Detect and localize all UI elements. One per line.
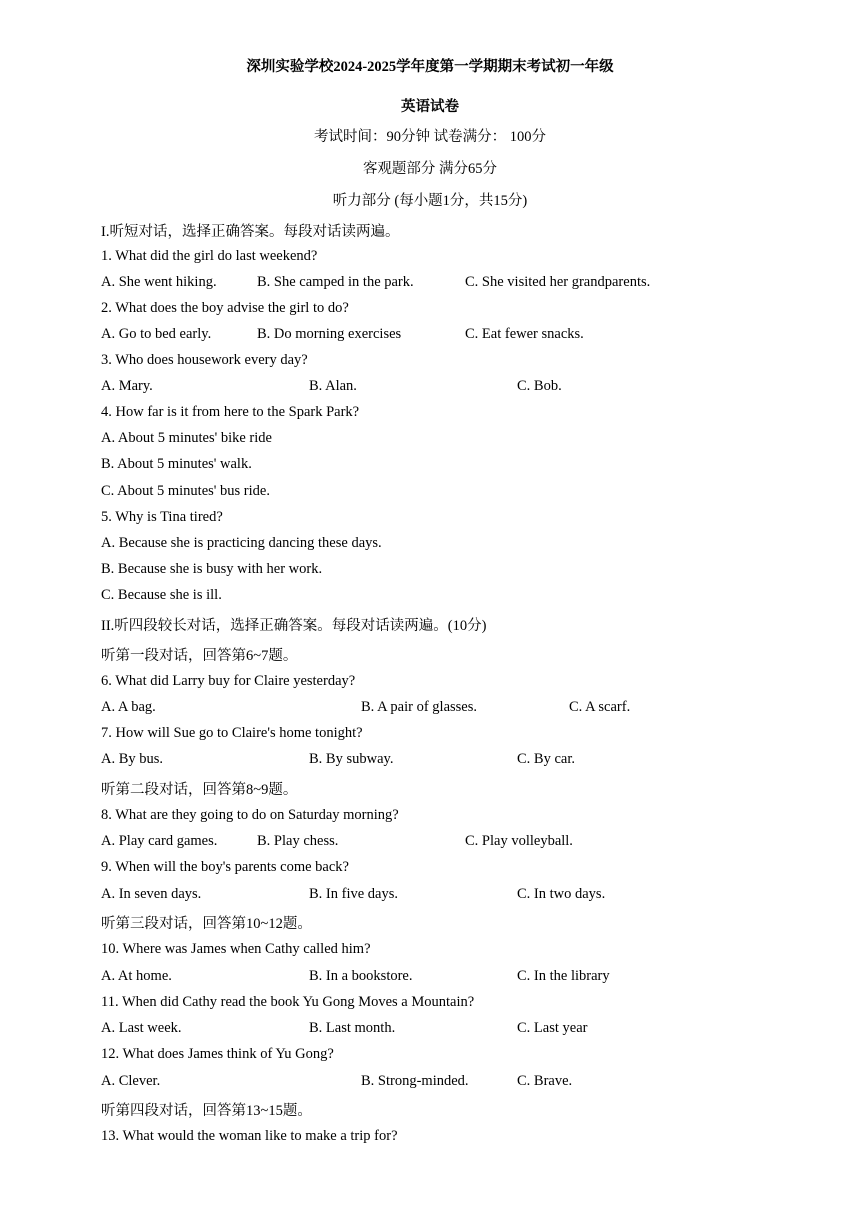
exam-info: 考试时间：90分钟 试卷满分： 100分 bbox=[314, 129, 546, 145]
q2-option-a: A. Go to bed early. bbox=[101, 326, 212, 342]
q10-option-c: C. In the library bbox=[517, 968, 610, 984]
q5-option-a: A. Because she is practicing dancing these days. bbox=[101, 535, 382, 551]
q12-option-c: C. Brave. bbox=[517, 1073, 573, 1089]
question-12: 12. What does James think of Yu Gong? bbox=[101, 1046, 334, 1062]
q5-option-b: B. Because she is busy with her work. bbox=[101, 561, 323, 577]
q11-option-a: A. Last week. bbox=[101, 1020, 182, 1036]
q11-option-c: C. Last year bbox=[517, 1020, 588, 1036]
q7-option-a: A. By bus. bbox=[101, 751, 164, 767]
section-2-heading: II.听四段较长对话，选择正确答案。每段对话读两遍。(10分) bbox=[101, 618, 487, 634]
q5-option-c: C. Because she is ill. bbox=[101, 587, 222, 603]
q11-option-b: B. Last month. bbox=[309, 1020, 396, 1036]
q6-option-b: B. A pair of glasses. bbox=[361, 699, 477, 715]
q4-option-a: A. About 5 minutes' bike ride bbox=[101, 430, 272, 446]
q9-option-c: C. In two days. bbox=[517, 886, 606, 902]
q6-option-a: A. A bag. bbox=[101, 699, 156, 715]
q8-option-c: C. Play volleyball. bbox=[465, 833, 573, 849]
q4-option-b: B. About 5 minutes' walk. bbox=[101, 456, 252, 472]
q10-option-b: B. In a bookstore. bbox=[309, 968, 413, 984]
q10-option-a: A. At home. bbox=[101, 968, 172, 984]
q8-option-b: B. Play chess. bbox=[257, 833, 339, 849]
question-2: 2. What does the boy advise the girl to do? bbox=[101, 300, 349, 316]
question-8: 8. What are they going to do on Saturday morning? bbox=[101, 807, 399, 823]
q1-option-a: A. She went hiking. bbox=[101, 274, 217, 290]
listening-part-heading: 听力部分 (每小题1分，共15分) bbox=[332, 193, 528, 209]
q9-option-a: A. In seven days. bbox=[101, 886, 202, 902]
objective-part-heading: 客观题部分 满分65分 bbox=[362, 161, 498, 177]
q6-option-c: C. A scarf. bbox=[569, 699, 631, 715]
subject-title: 英语试卷 bbox=[401, 99, 459, 115]
exam-title: 深圳实验学校2024-2025学年度第一学期期末考试初一年级 bbox=[246, 59, 614, 75]
q2-option-b: B. Do morning exercises bbox=[257, 326, 402, 342]
question-9: 9. When will the boy's parents come back? bbox=[101, 859, 349, 875]
question-5: 5. Why is Tina tired? bbox=[101, 509, 223, 525]
q9-option-b: B. In five days. bbox=[309, 886, 398, 902]
dialog-2-instruction: 听第二段对话，回答第8~9题。 bbox=[101, 782, 298, 798]
q7-option-c: C. By car. bbox=[517, 751, 575, 767]
q4-option-c: C. About 5 minutes' bus ride. bbox=[101, 483, 270, 499]
question-10: 10. Where was James when Cathy called him? bbox=[101, 941, 371, 957]
dialog-4-instruction: 听第四段对话，回答第13~15题。 bbox=[101, 1103, 312, 1119]
question-1: 1. What did the girl do last weekend? bbox=[101, 248, 318, 264]
question-11: 11. When did Cathy read the book Yu Gong Moves a Mountain? bbox=[101, 994, 475, 1010]
question-3: 3. Who does housework every day? bbox=[101, 352, 308, 368]
q3-option-b: B. Alan. bbox=[309, 378, 357, 394]
q3-option-a: A. Mary. bbox=[101, 378, 153, 394]
q7-option-b: B. By subway. bbox=[309, 751, 394, 767]
q3-option-c: C. Bob. bbox=[517, 378, 562, 394]
question-7: 7. How will Sue go to Claire's home tonight? bbox=[101, 725, 363, 741]
q1-option-b: B. She camped in the park. bbox=[257, 274, 414, 290]
section-1-heading: I.听短对话，选择正确答案。每段对话读两遍。 bbox=[101, 224, 400, 240]
question-6: 6. What did Larry buy for Claire yesterday? bbox=[101, 673, 356, 689]
q8-option-a: A. Play card games. bbox=[101, 833, 218, 849]
q2-option-c: C. Eat fewer snacks. bbox=[465, 326, 584, 342]
question-13: 13. What would the woman like to make a trip for? bbox=[101, 1128, 398, 1144]
q1-option-c: C. She visited her grandparents. bbox=[465, 274, 651, 290]
question-4: 4. How far is it from here to the Spark Park? bbox=[101, 404, 360, 420]
q12-option-a: A. Clever. bbox=[101, 1073, 161, 1089]
dialog-1-instruction: 听第一段对话，回答第6~7题。 bbox=[101, 648, 298, 664]
q12-option-b: B. Strong-minded. bbox=[361, 1073, 469, 1089]
dialog-3-instruction: 听第三段对话，回答第10~12题。 bbox=[101, 916, 312, 932]
